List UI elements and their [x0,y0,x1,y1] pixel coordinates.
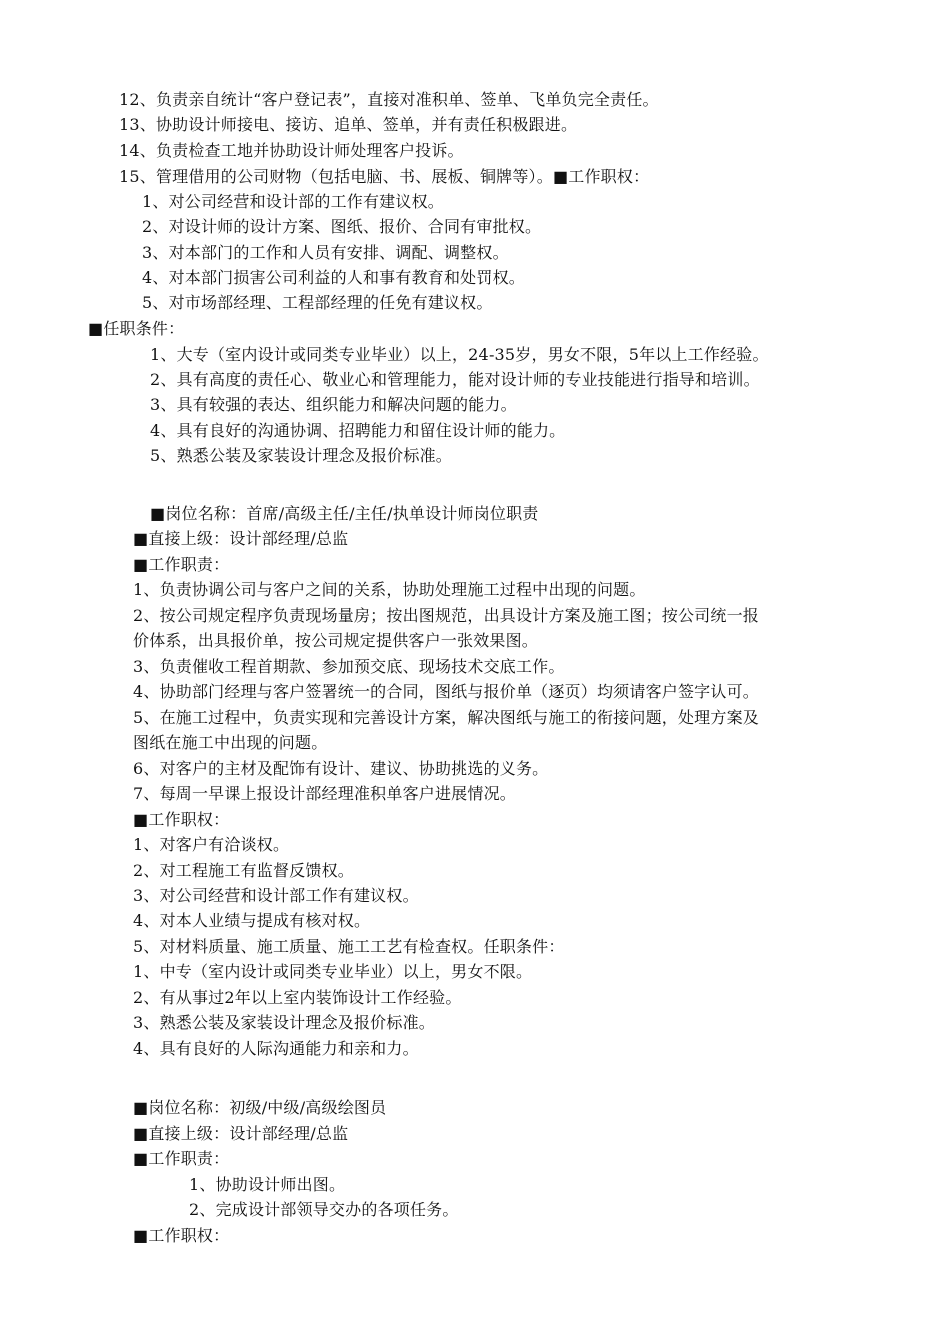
authority-item: 1、对客户有洽谈权。 [133,835,290,854]
authority-item: 2、对工程施工有监督反馈权。 [133,861,354,880]
requirement-item-3: 3、具有较强的表达、组织能力和解决问题的能力。 [150,395,517,414]
requirement-item-5: 5、熟悉公装及家装设计理念及报价标准。 [150,446,452,465]
position-title: ■岗位名称：首席/高级主任/主任/执单设计师岗位职责 [150,504,539,523]
duty-item: 3、负责催收工程首期款、参加预交底、现场技术交底工作。 [133,657,565,676]
authority-item-3: 3、对本部门的工作和人员有安排、调配、调整权。 [142,243,509,262]
duty-item-continued: 图纸在施工中出现的问题。 [133,733,328,752]
requirement-item: 3、熟悉公装及家装设计理念及报价标准。 [133,1013,435,1032]
requirement-item-4: 4、具有良好的沟通协调、招聘能力和留住设计师的能力。 [150,421,566,440]
duty-item-continued: 价体系，出具报价单，按公司规定提供客户一张效果图。 [133,631,539,650]
duties-heading: ■工作职责： [133,1149,230,1168]
authority-item-2: 2、对设计师的设计方案、图纸、报价、合同有审批权。 [142,217,542,236]
duty-item: 6、对客户的主材及配饰有设计、建议、协助挑选的义务。 [133,759,549,778]
direct-superior: ■直接上级：设计部经理/总监 [133,1124,349,1143]
requirement-item-1: 1、大专（室内设计或同类专业毕业）以上，24-35岁，男女不限，5年以上工作经验。 [150,345,769,364]
authority-heading: ■工作职权： [133,810,230,829]
direct-superior: ■直接上级：设计部经理/总监 [133,529,349,548]
duty-item-15: 15、管理借用的公司财物（包括电脑、书、展板、铜牌等）。■工作职权： [119,167,650,186]
duty-item-13: 13、协助设计师接电、接访、追单、签单，并有责任积极跟进。 [119,115,578,134]
requirement-item-2: 2、具有高度的责任心、敬业心和管理能力，能对设计师的专业技能进行指导和培训。 [150,370,760,389]
duty-item: 5、在施工过程中，负责实现和完善设计方案，解决图纸与施工的衔接问题，处理方案及 [133,708,759,727]
duty-item: 2、按公司规定程序负责现场量房；按出图规范，出具设计方案及施工图；按公司统一报 [133,606,759,625]
requirements-heading: ■任职条件： [88,319,185,338]
authority-heading: ■工作职权： [133,1226,230,1245]
requirement-item: 2、有从事过2年以上室内装饰设计工作经验。 [133,988,462,1007]
duty-item: 1、负责协调公司与客户之间的关系，协助处理施工过程中出现的问题。 [133,580,646,599]
duty-item: 1、协助设计师出图。 [189,1175,346,1194]
authority-item-1: 1、对公司经营和设计部的工作有建议权。 [142,192,444,211]
authority-item: 3、对公司经营和设计部工作有建议权。 [133,886,419,905]
duties-heading: ■工作职责： [133,555,230,574]
authority-item: 5、对材料质量、施工质量、施工工艺有检查权。任职条件： [133,937,565,956]
authority-item-4: 4、对本部门损害公司利益的人和事有教育和处罚权。 [142,268,525,287]
requirement-item: 1、中专（室内设计或同类专业毕业）以上，男女不限。 [133,962,533,981]
duty-item: 2、完成设计部领导交办的各项任务。 [189,1200,459,1219]
authority-item-5: 5、对市场部经理、工程部经理的任免有建议权。 [142,293,493,312]
requirement-item: 4、具有良好的人际沟通能力和亲和力。 [133,1039,419,1058]
authority-item: 4、对本人业绩与提成有核对权。 [133,911,371,930]
duty-item-14: 14、负责检查工地并协助设计师处理客户投诉。 [119,141,464,160]
duty-item: 7、每周一早课上报设计部经理准积单客户进展情况。 [133,784,516,803]
duty-item-12: 12、负责亲自统计“客户登记表”，直接对准积单、签单、飞单负完全责任。 [119,90,659,109]
position-title: ■岗位名称：初级/中级/高级绘图员 [133,1098,387,1117]
duty-item: 4、协助部门经理与客户签署统一的合同，图纸与报价单（逐页）均须请客户签字认可。 [133,682,759,701]
